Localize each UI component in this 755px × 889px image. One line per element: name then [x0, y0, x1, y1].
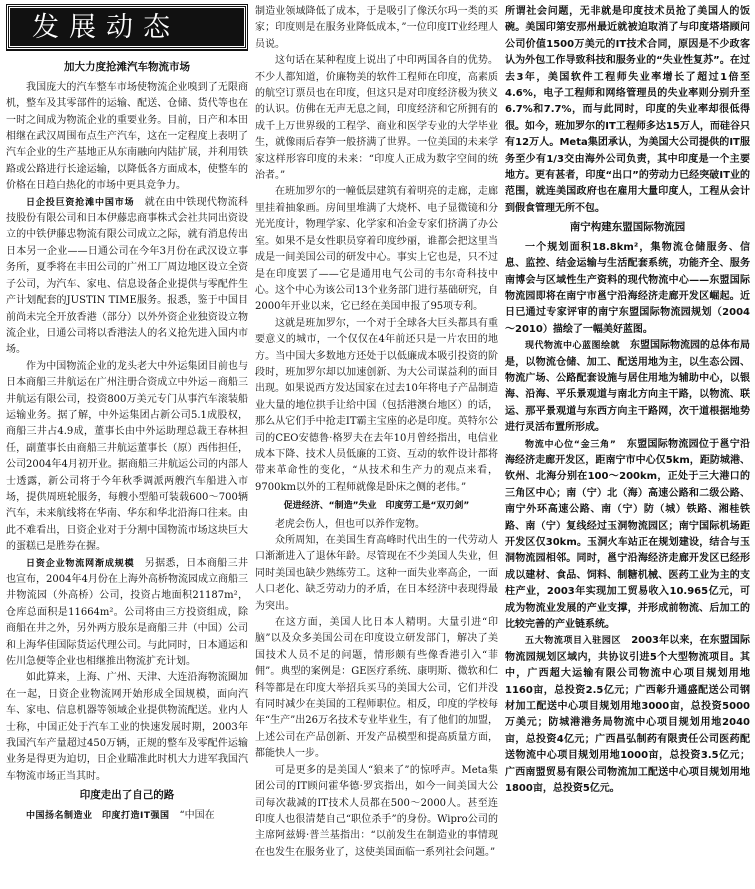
- paragraph: 我国庞大的汽车整车市场使物流企业嗅到了无限商机，整车及其零部件的运输、配送、仓储、货代等也在一时之间成为物流企业的重要业务。目前，日产和本田相继在武汉周围布点生产汽车，这在一定程度上表明了汽车企业的生产基地正从东南融向内陆扩展，并利用铁路或公路进行长途运输，以降低各方面成本，使整车的价格在日趋白热化的市场中更具竞争力。: [6, 81, 248, 192]
- subheading: 物流中心位“金三角”: [525, 439, 617, 450]
- paragraph-text: 东盟国际物流园位于邕宁沿海经济走廊开发区，距南宁市中心仅5km，距防城港、钦州、北海分别在100～200km，正处于三大港口的三角区中心；南（宁）北（海）高速公路和二级公路、南宁外环高速公路、南（宁）防（城）铁路、湘桂铁路、南（宁）复线经过玉洞物流园区；南宁国际机场距开发区仅30km。玉洞火车站正在规划建设，结合与玉洞物流园相邻。同时，邕宁沿海经济走廊开发区已经形成以建材、食品、饲料、制糖机械、医药工业为主的支柱产业，2003年实现加工贸易收入10.965亿元，可成为物流业发展的产业支撑，并形成前物流、后加工的比较完善的产业链系统。: [505, 438, 750, 631]
- paragraph: 在班加罗尔的一幢低层建筑有着明亮的走廊，走廊里挂着抽象画。房间里堆满了大烧杯、电子显微镜和分光光度计，物理学家、化学家和冶金专家们挤满了办公室。如果不是女性职员穿着印度纱丽，谁都会把这里当成是一间美国公司的研发中心。事实上它也是，只不过是在印度罢了——它是通用电气公司的韦尔奇科技中心。这个中心为该公司13个业务部门进行基础研究，自2000年开业以来，它已经在美国申报了95项专利。: [255, 186, 498, 313]
- subheading: 五大物流项目入驻园区: [525, 636, 622, 647]
- paragraph: 如此算来，上海、广州、天津、大连沿海物流圈加在一起，日资企业物流网开始形成全国规模，面向汽车、家电、信息机器等领域企业提供物流配送。业内人士称，中国正处于汽车工业的快速发展时期，2003年我国汽车产量超过450万辆，正规的整车及零配件运输业务是得更为迫切，日企业瞄准此时机大力进军我国汽车物流市场正当其时。: [6, 672, 248, 782]
- paragraph: 作为中国物流企业的龙头老大中外运集团目前也与日本商船三井航运在广州注册合资成立中外运－商船三井航运有限公司，投资800万美元专门从事汽车滚装船运输业务。据了解，中外运集团占新公司5.1成股权，商船三井占4.9成，董事长由中外运助理总裁王春林担任，副董事长由商船三井航运董事长（原）西伟担任，公司2004年4月初开业。据商船三井航运公司的内部人士透露，新公司将于今年秋季调派两艘汽车船进入市场，提供周班轮服务，每艘小型船可装载600～700辆汽车，未来航线将在华南、华东和华北沿海口往来。由此不难看出，日资企业对于分割中国物流市场这块巨大的蛋糕已是胜券在握。: [6, 360, 248, 553]
- paragraph-text: 就在由中铁现代物流科技股份有限公司和日本伊藤忠商事株式会社共同出资设立的中铁伊藤忠物流有限公司成立之际，就有消息传出日本另一企业——日通公司在今年3月份在武汉设立事务所，夏季将在丰田公司的广州工厂周边地区设立全资子公司，为汽车、家电、信息设备企业提供与零配件生产计划配套的JUSTIN TIME服务。报悉，鉴于中国目前尚未完全开放香港（部分）以外外资企业独资设立物流企业，日通公司将以香港法人的名义抢先进入国内市场。: [6, 196, 248, 356]
- paragraph-text: 2003年以来，在东盟国际物流园规划区域内，共协议引进5个大型物流项目。其中，广西超大运输有限公司物流中心项目规划用地1160亩，总投资2.5亿元；广西彰升通盛配送公司钢材加工配送中心项目规划用地3000亩，总投资5000万美元；防城港港务局物流中心项目规划用地2040亩，总投资4亿元；广西昌弘制药有限责任公司医药配送物流中心项目规划用地1000亩，总投资3.5亿元；广西南盟贸易有限公司物流加工配送中心项目规划用地1800亩，总投资5亿元。: [505, 635, 750, 795]
- paragraph: 制造业领域降低了成本，于是吸引了像沃尔玛一类的买家；印度则是在服务业降低成本，”一位印度IT业经理人员说。: [255, 6, 498, 50]
- paragraph: 众所周知，在美国生育高峰时代出生的一代劳动人口渐渐进入了退休年龄。尽管现在不少美国人失业，但同时美国也缺少熟练劳工。这种一面失业率高企，一面人口老化、缺乏劳动力的矛盾，在日本经济中表现得最为突出。: [255, 535, 498, 612]
- paragraph: [505, 633, 750, 797]
- paragraph: [6, 195, 248, 359]
- paragraph: 可是更多的是美国人“狼来了”的惊呼声。Meta集团公司的IT顾问霍华德·罗宾指出，如今一间美国大公司每次裁减的IT技术人员都在500～2000人。甚至连印度人也很清楚自己“职位杀手”的身份。Wipro公司的主席阿兹姆·普兰基指出：“以前发生在制造业的事情现在也发生在服务业了，这使美国面临一系列社会问题。”: [255, 764, 498, 858]
- subheading: 现代物流中心蓝图绘就: [525, 341, 621, 352]
- column-1: [6, 4, 248, 887]
- article-heading-nanning: 南宁构建东盟国际物流园: [569, 221, 686, 234]
- subheading: 促进经济、“制造”失业 印度劳工是“双刃剑”: [283, 501, 470, 512]
- paragraph: [6, 808, 248, 824]
- subheading: 中国扬名制造业 印度打造IT强国: [26, 810, 170, 821]
- paragraph: 所谓社会问题，无非就是印度技术员抢了美国人的饭碗。美国印第安那州最近就被迫取消了与印度塔塔顾问公司价值1500万美元的IT技术合同，原因是不少政客认为外包工作导致科技和服务业的“失业性复苏”。在过去3年，美国软件工程师失业率增长了超过1倍至4.6%，电子工程师和网络管理员的失业率则分别升至6.7%和7.7%，而与此同时，印度的失业率却很低得很。如今，班加罗尔的IT工程师多达15万人，而硅谷只有12万人。Meta集团承认，为美国大公司提供的IT服务至少有1/3交由海外公司负责，其中印度是一个主要地方。更有甚者，印度“出口”的劳动力已经突破IT业的范围，就连美国政府也在雇用大量印度人，工程从会计到假食管理无所不包。: [505, 6, 750, 214]
- paragraph: 这就是班加罗尔，一个对于全球各大巨头都具有重要意义的城市，一个仅仅在4年前还只是一片农田的地方。当中国大多数地方还处于以低廉成本吸引投资的阶段时，班加罗尔却以加速创新、为大公司谋益利的面目出现。如果说西方发达国家在过去10年将电子产品制造业大量的地位拱手让给中国（包括港澳台地区）的话，那么从它们手中抢走IT霸主宝座的必是印度。英特尔公司的CEO安德鲁·格罗夫在去年10月曾经指出，电信业成本下降、技术人员低廉的工资、互动的软件设计都将带来革命性的变化，“从技术和生产力的观点来看，9700km以外的工程师就像是卧床之侧的老伟。”: [255, 317, 498, 493]
- article-heading-india: 印度走出了自己的路: [79, 789, 175, 802]
- column-2: [255, 4, 498, 887]
- paragraph: 老虎会伤人，但也可以养作宠物。: [275, 518, 425, 530]
- paragraph-text: 东盟国际物流园的总体布局是，以物流仓储、加工、配送用地为主，以生态公园、物流广场、公路配套设施与居住用地为辅助中心，以银海、沿海、平乐景观道与南北方向主干路，以物流、联运、那平景观道与东西方向主干路网，次干道根据地势进行灵活布置所形成。: [505, 340, 750, 434]
- paragraph: [505, 338, 750, 436]
- paragraph-text: “中国在: [179, 809, 215, 821]
- section-masthead: 发展动态: [7, 5, 247, 49]
- paragraph: 在这方面，美国人比日本人精明。大量引进“印脑”以及众多美国公司在印度设立研发部门，解决了美国技术人员不足的问题，情形颇有些像香港引入“菲佣”。典型的案例是：GE医疗系统、康明斯、微软和仁科等都是在印度大举招兵买马的美国大公司，它们并没有同时减少在美国的工程师职位。相反，印度的学校每年“生产”出26万名技术专业毕业生，有了他们的加盟，上述公司在产品创新、开发产品模型和提高质量方面，都能快人一步。: [255, 617, 498, 760]
- paragraph: [6, 556, 248, 671]
- paragraph-text: 另据悉，日本商船三井也宣布，2004年4月份在上海外高桥物流园成立商船三井物流园（外高桥）公司，投资占地面积21187m²，仓库总面积是11664m²。公司将由三方投资组成，除商船在井之外，另外两方股东是商船三井（中国）公司和上海华佳国际货运代理公司。与此同时，日本通运和佐川急便等企业也相继推出物流扩充计划。: [6, 557, 248, 668]
- subheading: 日资企业物流网渐成规模: [26, 558, 135, 569]
- paragraph: 一个规划面积18.8km²，集物流仓储服务、信息、监控、结金运输与生活配套系统，功能齐全、服务南博会与区域性生产资料的现代物流中心——东盟国际物流园即将在南宁市邕宁沿海经济走廊开发区崛起。近日已通过专家评审的南宁东盟国际物流园规划（2004～2010）描绘了一幅美好蓝图。: [505, 241, 750, 335]
- paragraph: [505, 437, 750, 634]
- column-3: [505, 4, 750, 887]
- subheading: 日企投巨资抢滩中国市场: [26, 197, 135, 208]
- article-heading-auto-logistics: 加大力度抢滩汽车物流市场: [64, 61, 190, 74]
- paragraph: 这句话在某种程度上说出了中印两国各自的优势。不少人都知道，价廉物美的软件工程师在印度，高素质的航空订票员也在印度，但这只是对印度经济极为狭义的认识。仿佛在无声无息之间，印度经济和它所拥有的成千上万世界级的工程学、商业和医学专业的大学毕业生，就像雨后春笋一般挤满了世界。一位美国的未来学家这样形容印度的未来：“印度人正成为数字空间的统治者。”: [255, 55, 498, 182]
